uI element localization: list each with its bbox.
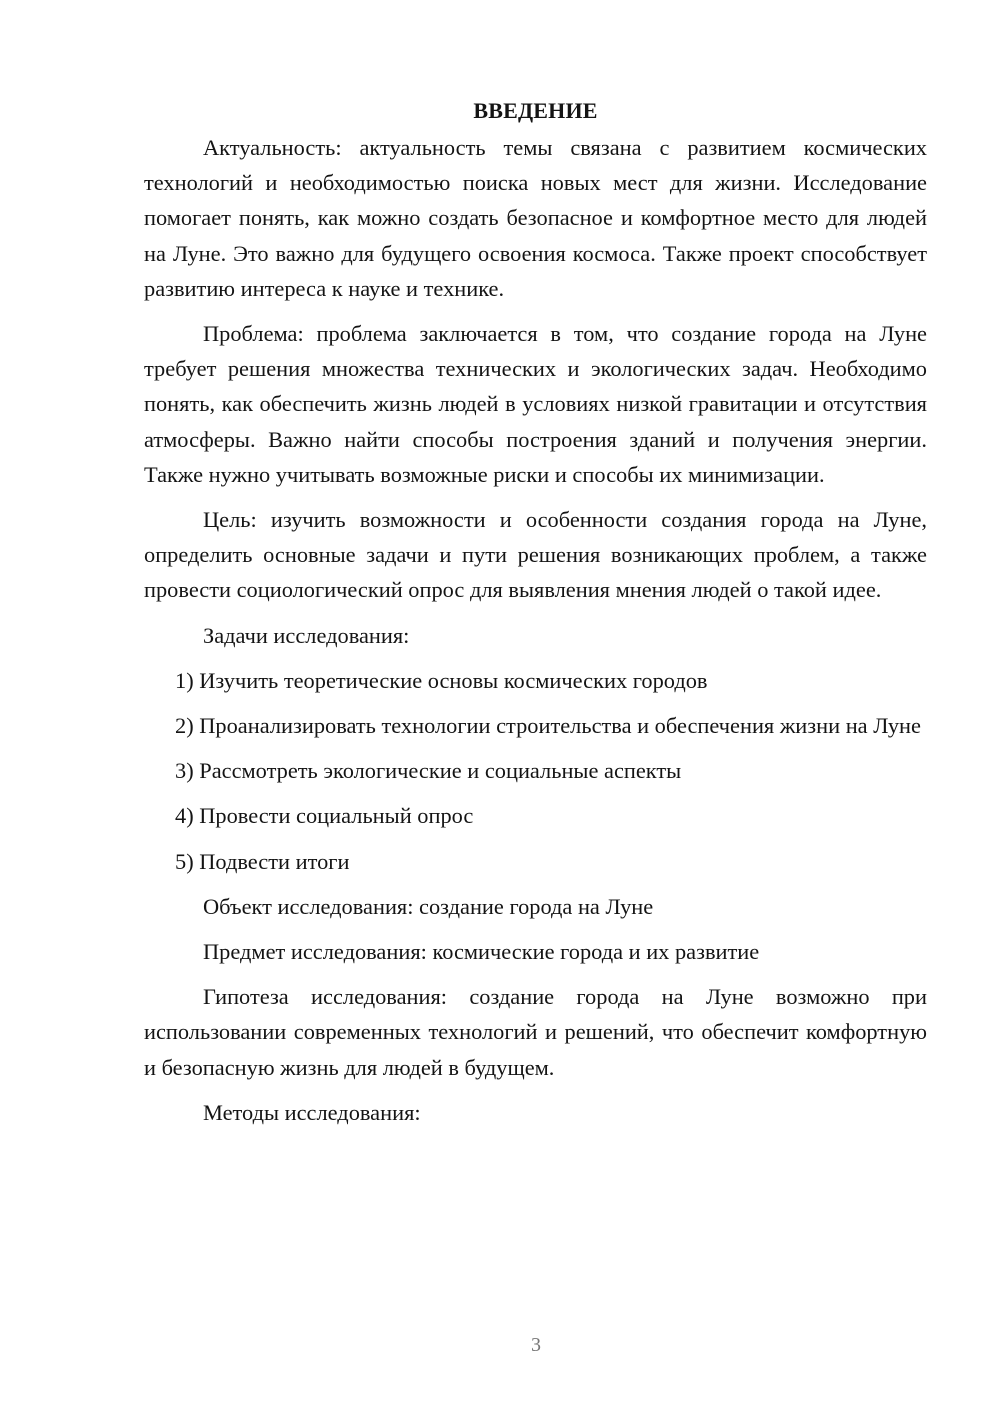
section-title: ВВЕДЕНИЕ xyxy=(473,98,598,123)
goal-paragraph: Цель: изучить возможности и особенности создания города на Луне, определить основные задачи и пути решения возникающих проблем, а также провести социологический опрос для выявления мнения людей о такой идее. xyxy=(144,507,927,603)
task-item-3: 3) Рассмотреть экологические и социальные аспекты xyxy=(175,758,682,784)
task-item-5: 5) Подвести итоги xyxy=(175,848,350,874)
hypothesis-paragraph: Гипотеза исследования: создание города на Луне возможно при использовании современных технологий и решений, что обеспечит комфортную и безопасную жизнь для людей в будущем. xyxy=(144,984,927,1080)
task-item-4: 4) Провести социальный опрос xyxy=(175,803,474,829)
object-line: Объект исследования: создание города на Луне xyxy=(203,893,654,919)
task-item-1: 1) Изучить теоретические основы космических городов xyxy=(175,667,708,693)
page-number: 3 xyxy=(531,1334,541,1356)
document-page xyxy=(144,96,927,1140)
subject-line: Предмет исследования: космические города и их развитие xyxy=(203,939,760,965)
tasks-heading: Задачи исследования: xyxy=(203,622,410,648)
problem-paragraph: Проблема: проблема заключается в том, что создание города на Луне требует решения множества технических и экологических задач. Необходимо понять, как обеспечить жизнь людей в условиях низкой гравитации и отсутствия атмосферы. Важно найти способы построения зданий и получения энергии. Также нужно учитывать возможные риски и способы их минимизации. xyxy=(144,321,927,487)
methods-heading: Методы исследования: xyxy=(203,1099,421,1125)
task-item-2: 2) Проанализировать технологии строительства и обеспечения жизни на Луне xyxy=(175,713,921,739)
relevance-paragraph: Актуальность: актуальность темы связана с развитием космических технологий и необходимостью поиска новых мест для жизни. Исследование помогает понять, как можно создать безопасное и комфортное место для людей на Луне. Это важно для будущего освоения космоса. Также проект способствует развитию интереса к науке и технике. xyxy=(144,135,927,301)
